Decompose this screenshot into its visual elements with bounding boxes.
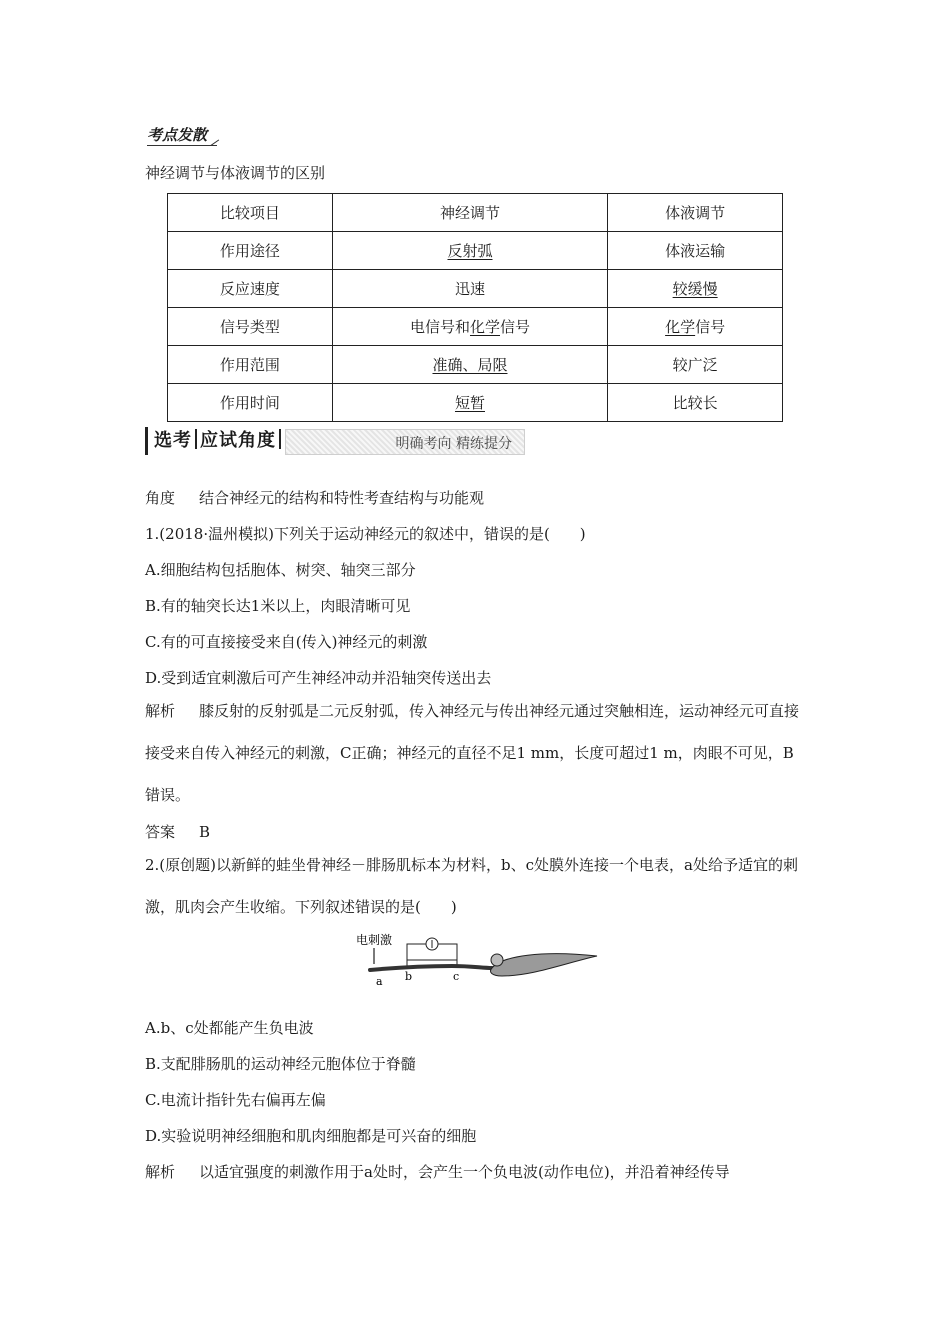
header-cell: 体液调节 bbox=[608, 194, 783, 232]
q2-option-a: A.b、c处都能产生负电波 bbox=[145, 1019, 314, 1037]
comparison-table bbox=[167, 193, 783, 422]
muscle-tendon-knot bbox=[491, 954, 503, 966]
gastrocnemius-muscle bbox=[490, 954, 597, 976]
banner-slogan: 明确考向 精练提分 bbox=[395, 436, 512, 452]
row-neural: 电信号和化学信号 bbox=[332, 308, 608, 346]
row-humoral: 化学信号 bbox=[608, 308, 783, 346]
q1-option-b: B.有的轴突长达1米以上，肉眼清晰可见 bbox=[145, 597, 411, 615]
row-item: 信号类型 bbox=[168, 308, 333, 346]
table-row bbox=[168, 270, 783, 308]
q2-option-b: B.支配腓肠肌的运动神经元胞体位于脊髓 bbox=[145, 1055, 416, 1073]
q2-option-d: D.实验说明神经细胞和肌肉细胞都是可兴奋的细胞 bbox=[145, 1127, 477, 1145]
row-neural: 短暂 bbox=[332, 384, 608, 422]
banner-label: 选考 应试角度 bbox=[145, 427, 284, 455]
q1-answer: 答案 B bbox=[145, 823, 211, 841]
stim-label: 电刺激 bbox=[356, 933, 393, 947]
row-humoral: 体液运输 bbox=[608, 232, 783, 270]
banner-bar bbox=[285, 429, 525, 455]
q1-option-d: D.受到适宜刺激后可产生神经冲动并沿轴突传送出去 bbox=[145, 669, 492, 687]
table-row bbox=[168, 384, 783, 422]
q1-option-a: A.细胞结构包括胞体、树突、轴突三部分 bbox=[145, 561, 416, 579]
q1-analysis: 解析 膝反射的反射弧是二元反射弧，传入神经元与传出神经元通过突触相连，运动神经元可直接接受来自传入神经元的刺激，C正确；神经元的直径不足1 mm，长度可超过1 m，肉眼不可见，B错误。 bbox=[145, 702, 800, 804]
table-title: 神经调节与体液调节的区别 bbox=[145, 164, 326, 182]
row-neural: 准确、局限 bbox=[332, 346, 608, 384]
q1-option-c: C.有的可直接接受来自(传入)神经元的刺激 bbox=[145, 633, 428, 651]
angle-line: 角度 结合神经元的结构和特性考查结构与功能观 bbox=[145, 489, 485, 507]
header-cell: 神经调节 bbox=[332, 194, 608, 232]
section-banner bbox=[145, 427, 525, 455]
header-cell: 比较项目 bbox=[168, 194, 333, 232]
row-humoral: 比较长 bbox=[608, 384, 783, 422]
label-b: b bbox=[405, 970, 413, 983]
q1-stem: 1.(2018·温州模拟)下列关于运动神经元的叙述中，错误的是( ) bbox=[145, 525, 586, 543]
q2-stem: 2.(原创题)以新鲜的蛙坐骨神经－腓肠肌标本为材料，b、c处膜外连接一个电表，a处给予适宜的刺激，肌肉会产生收缩。下列叙述错误的是( ) bbox=[145, 856, 798, 916]
q2-analysis: 解析 以适宜强度的刺激作用于a处时，会产生一个负电波(动作电位)，并沿着神经传导 bbox=[145, 1163, 730, 1181]
row-item: 作用途径 bbox=[168, 232, 333, 270]
section-heading: 考点发散 bbox=[147, 124, 217, 146]
table-header-row bbox=[168, 194, 783, 232]
label-a: a bbox=[376, 975, 383, 988]
row-item: 作用范围 bbox=[168, 346, 333, 384]
nerve-muscle-figure bbox=[352, 930, 602, 990]
row-item: 反应速度 bbox=[168, 270, 333, 308]
table-row bbox=[168, 346, 783, 384]
label-c: c bbox=[453, 970, 460, 983]
table-row bbox=[168, 232, 783, 270]
row-humoral: 较缓慢 bbox=[608, 270, 783, 308]
row-humoral: 较广泛 bbox=[608, 346, 783, 384]
sciatic-nerve bbox=[370, 966, 492, 970]
row-item: 作用时间 bbox=[168, 384, 333, 422]
row-neural: 迅速 bbox=[332, 270, 608, 308]
table-row bbox=[168, 308, 783, 346]
row-neural: 反射弧 bbox=[332, 232, 608, 270]
q2-option-c: C.电流计指针先右偏再左偏 bbox=[145, 1091, 326, 1109]
